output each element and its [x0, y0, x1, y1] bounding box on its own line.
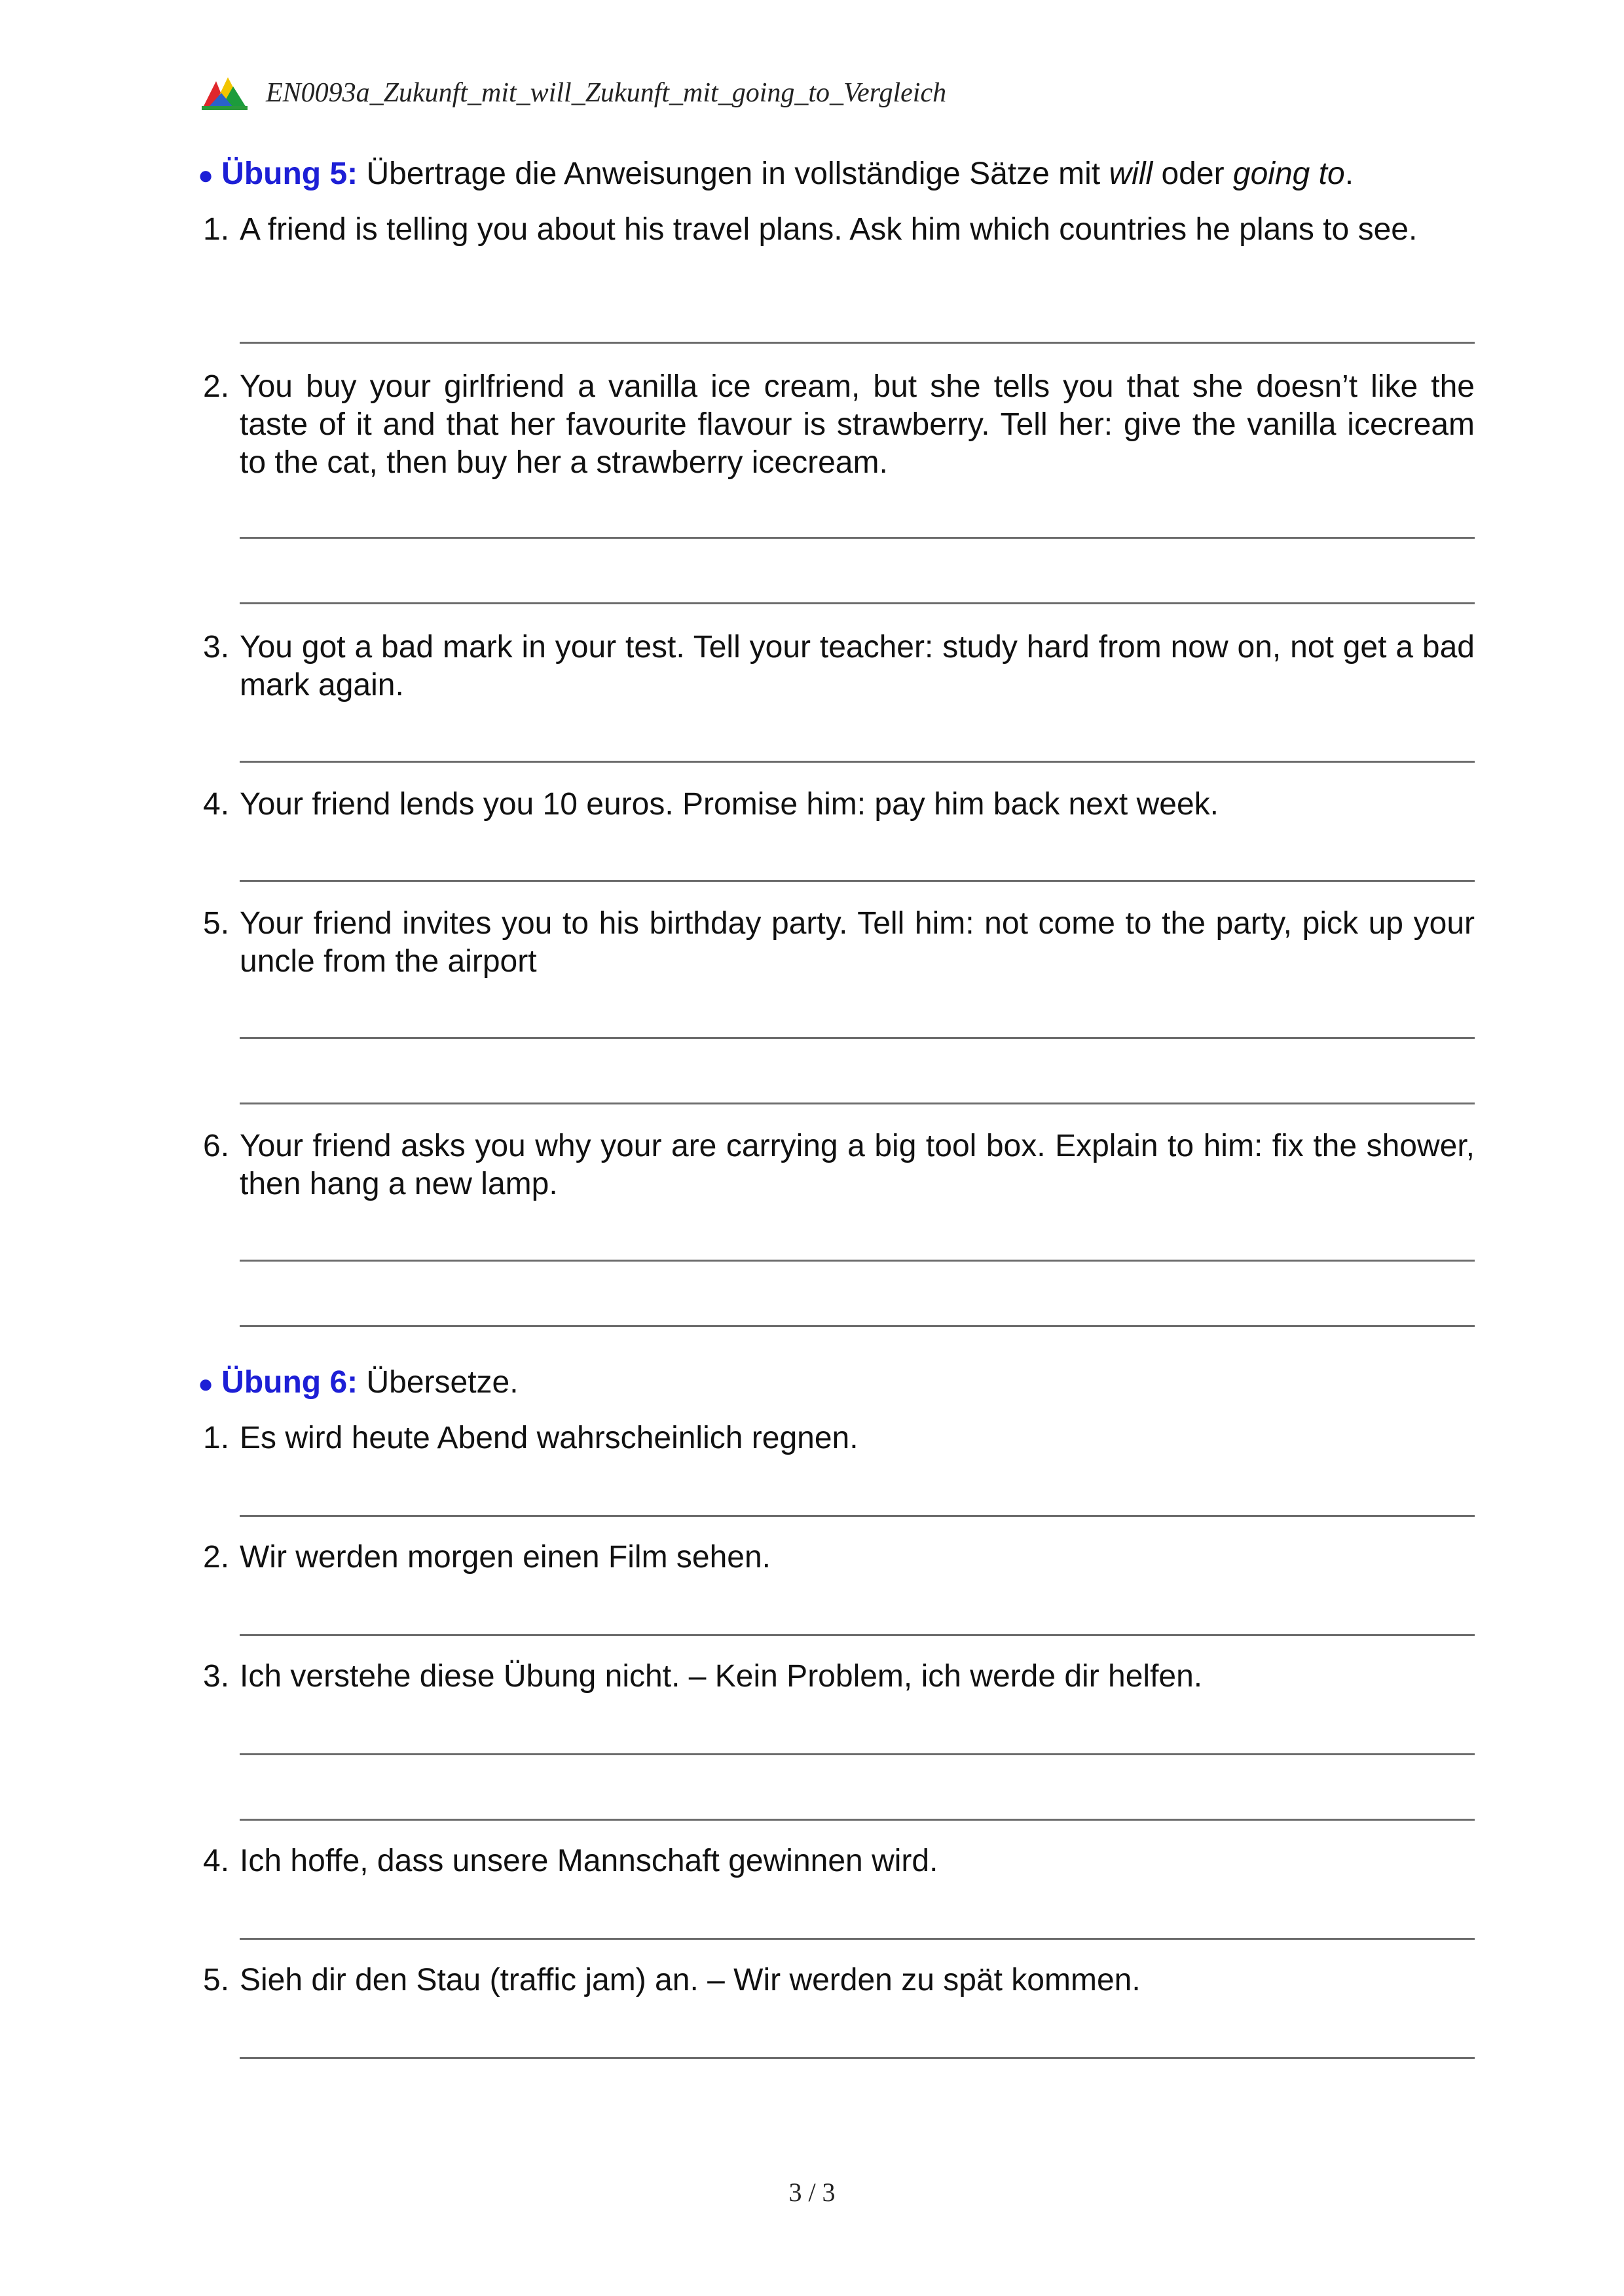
keyword-going-to: going to: [1232, 156, 1345, 191]
exercise-5-instruction: Übertrage die Anweisungen in vollständige Sätze mit: [358, 156, 1109, 191]
document-title: EN0093a_Zukunft_mit_will_Zukunft_mit_going_to_Vergleich: [266, 78, 947, 108]
item-text: Sieh dir den Stau (traffic jam) an. – Wir werden zu spät kommen.: [240, 1963, 1141, 1997]
item-number: 4.: [203, 1844, 230, 1878]
item-text: Your friend invites you to his birthday party. Tell him: not come to the party, pick up your uncle from the airport: [240, 906, 1475, 979]
answer-line[interactable]: [240, 537, 1475, 539]
exercise-6-heading: [198, 1363, 519, 1404]
item-text: Ich verstehe diese Übung nicht. – Kein Problem, ich werde dir helfen.: [240, 1659, 1203, 1694]
item-number: 4.: [203, 787, 230, 822]
answer-line[interactable]: [240, 1819, 1475, 1821]
keyword-will: will: [1109, 156, 1153, 191]
exercise-6-item: [198, 1539, 1475, 1576]
answer-line[interactable]: [240, 1753, 1475, 1755]
item-number: 1.: [203, 212, 230, 247]
exercise-5-label: Übung 5:: [221, 156, 358, 191]
document-header: [202, 73, 946, 113]
answer-line[interactable]: [240, 1102, 1475, 1104]
exercise-6-item: [198, 1419, 1475, 1457]
item-number: 3.: [203, 1659, 230, 1694]
exercise-6-label: Übung 6:: [221, 1365, 358, 1400]
item-number: 1.: [203, 1421, 230, 1455]
answer-line[interactable]: [240, 602, 1475, 604]
exercise-5-item: [198, 1127, 1475, 1203]
exercise-6-item: [198, 1658, 1475, 1696]
item-text: Wir werden morgen einen Film sehen.: [240, 1540, 771, 1575]
item-number: 5.: [203, 1963, 230, 1997]
exercise-6-item: [198, 1842, 1475, 1880]
answer-line[interactable]: [240, 1037, 1475, 1039]
answer-line[interactable]: [240, 880, 1475, 882]
answer-line[interactable]: [240, 1325, 1475, 1327]
bullet-icon: ●: [198, 161, 214, 190]
exercise-5-item: [198, 211, 1475, 249]
item-text: You got a bad mark in your test. Tell your teacher: study hard from now on, not get a bad mark again.: [240, 630, 1475, 702]
item-text: A friend is telling you about his travel plans. Ask him which countries he plans to see.: [240, 212, 1418, 247]
item-text: You buy your girlfriend a vanilla ice cream, but she tells you that she doesn’t like the taste of it and that her favourite flavour is strawberry. Tell her: give the vanilla icecream to the cat, then buy her a strawberry icecream.: [240, 369, 1475, 480]
answer-line[interactable]: [240, 1515, 1475, 1517]
answer-line[interactable]: [240, 1260, 1475, 1262]
answer-line[interactable]: [240, 761, 1475, 763]
answer-line[interactable]: [240, 2057, 1475, 2059]
bullet-icon: ●: [198, 1370, 214, 1398]
item-number: 5.: [203, 906, 230, 941]
item-number: 2.: [203, 1540, 230, 1575]
instruction-oder: oder: [1153, 156, 1233, 191]
exercise-5-item: [198, 786, 1475, 824]
exercise-5-heading: [198, 155, 1354, 195]
item-number: 6.: [203, 1129, 230, 1163]
item-text: Ich hoffe, dass unsere Mannschaft gewinnen wird.: [240, 1844, 938, 1878]
item-number: 2.: [203, 369, 230, 404]
exercise-6-item: [198, 1961, 1475, 1999]
answer-line[interactable]: [240, 1938, 1475, 1940]
exercise-6-instruction: Übersetze.: [358, 1365, 519, 1400]
item-text: Your friend asks you why your are carrying a big tool box. Explain to him: fix the shower, then hang a new lamp.: [240, 1129, 1475, 1201]
instruction-period: .: [1344, 156, 1354, 191]
item-text: Es wird heute Abend wahrscheinlich regnen.: [240, 1421, 858, 1455]
answer-line[interactable]: [240, 1634, 1475, 1636]
colorful-mountains-logo-icon: [202, 75, 248, 111]
exercise-5-item: [198, 629, 1475, 704]
answer-line[interactable]: [240, 342, 1475, 344]
exercise-5-item: [198, 905, 1475, 981]
exercise-5-item: [198, 368, 1475, 482]
item-number: 3.: [203, 630, 230, 665]
page-number: 3 / 3: [788, 2178, 836, 2207]
item-text: Your friend lends you 10 euros. Promise him: pay him back next week.: [240, 787, 1219, 822]
